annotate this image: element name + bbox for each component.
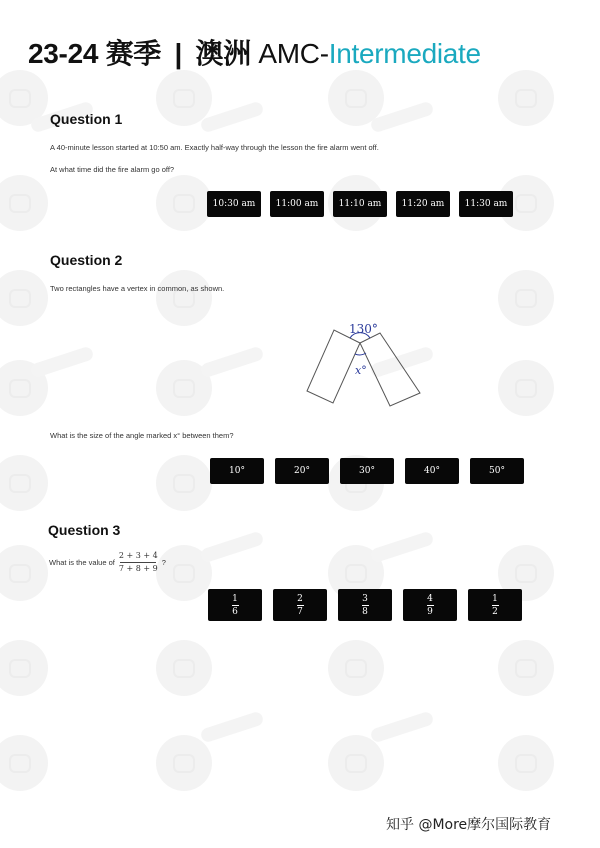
- watermark-logo: [0, 735, 48, 791]
- fraction-numerator: 3: [362, 593, 368, 604]
- watermark-logo: [156, 455, 212, 511]
- watermark-logo: [328, 735, 384, 791]
- expression-denominator: 7 + 8 + 9: [118, 564, 158, 573]
- fraction-denominator: 8: [362, 606, 368, 617]
- answer-option-d[interactable]: 40°: [405, 458, 459, 484]
- watermark-logo: [0, 455, 48, 511]
- watermark-logo: [498, 70, 554, 126]
- expression-fraction: [119, 551, 158, 574]
- answer-option-b[interactable]: 11:00 am: [270, 191, 324, 217]
- page-title: [28, 32, 481, 72]
- fraction: [427, 594, 434, 617]
- watermark-logo: [156, 175, 212, 231]
- watermark-logo: [498, 270, 554, 326]
- watermark-logo: [498, 735, 554, 791]
- fraction-bar: [120, 562, 156, 563]
- answer-option-a[interactable]: 10:30 am: [207, 191, 261, 217]
- answer-option-e[interactable]: [468, 589, 522, 621]
- answer-option-c[interactable]: 30°: [340, 458, 394, 484]
- answer-option-d[interactable]: 11:20 am: [396, 191, 450, 217]
- angle-label-x: x°: [355, 364, 367, 377]
- rectangles-figure: [300, 318, 430, 410]
- fraction-bar: [297, 605, 304, 606]
- season-label: 23-24 赛季: [28, 38, 161, 69]
- watermark-text: [369, 710, 434, 743]
- right-rectangle: [360, 333, 420, 406]
- watermark-logo: [156, 735, 212, 791]
- fraction-numerator: 2: [297, 593, 303, 604]
- question-1-heading: Question 1: [50, 111, 123, 127]
- fraction: [492, 594, 499, 617]
- watermark-logo: [0, 270, 48, 326]
- watermark-logo: [156, 640, 212, 696]
- left-rectangle: [307, 330, 360, 403]
- fraction-bar: [362, 605, 369, 606]
- watermark-text: [369, 530, 434, 563]
- question-3-prefix: What is the value of: [49, 558, 115, 567]
- watermark-logo: [156, 70, 212, 126]
- question-3-suffix: ?: [161, 558, 166, 567]
- watermark-logo: [328, 640, 384, 696]
- question-2-text: Two rectangles have a vertex in common, as shown.: [50, 284, 225, 293]
- question-2-prompt: What is the size of the angle marked x° between them?: [50, 431, 234, 440]
- level-label: Intermediate: [328, 38, 481, 69]
- watermark-text: [199, 530, 264, 563]
- footer-credit: 知乎 @More摩尔国际教育: [386, 817, 552, 833]
- angle-label-top: 130°: [349, 322, 378, 336]
- fraction: [362, 594, 369, 617]
- answer-option-d[interactable]: [403, 589, 457, 621]
- question-1-prompt: At what time did the fire alarm go off?: [50, 165, 175, 174]
- amc-label: AMC-: [258, 38, 329, 69]
- watermark-logo: [498, 360, 554, 416]
- question-1-options: [207, 191, 513, 217]
- fraction-numerator: 4: [427, 593, 433, 604]
- answer-option-c[interactable]: [338, 589, 392, 621]
- answer-option-a[interactable]: 10°: [210, 458, 264, 484]
- fraction-bar: [427, 605, 434, 606]
- watermark-text: [199, 345, 264, 378]
- watermark-logo: [498, 640, 554, 696]
- answer-option-b[interactable]: [273, 589, 327, 621]
- region-label: 澳洲: [195, 38, 251, 69]
- watermark-text: [199, 710, 264, 743]
- watermark-text: [29, 345, 94, 378]
- fraction: [297, 594, 304, 617]
- fraction-bar: [492, 605, 499, 606]
- fraction: [232, 594, 239, 617]
- answer-option-e[interactable]: 50°: [470, 458, 524, 484]
- question-3-options: [208, 589, 522, 621]
- answer-option-a[interactable]: [208, 589, 262, 621]
- answer-option-b[interactable]: 20°: [275, 458, 329, 484]
- fraction-numerator: 1: [492, 593, 498, 604]
- fraction-denominator: 7: [297, 606, 303, 617]
- question-3-heading: Question 3: [48, 522, 121, 538]
- watermark-logo: [0, 175, 48, 231]
- fraction-numerator: 1: [232, 593, 238, 604]
- question-1-text: A 40-minute lesson started at 10:50 am. Exactly half-way through the lesson the fire alarm went off.: [50, 143, 379, 152]
- fraction-denominator: 2: [492, 606, 498, 617]
- question-2-heading: Question 2: [50, 252, 123, 268]
- question-2-options: [210, 458, 524, 484]
- watermark-logo: [0, 640, 48, 696]
- fraction-denominator: 6: [232, 606, 238, 617]
- fraction-bar: [232, 605, 239, 606]
- watermark-logo: [0, 545, 48, 601]
- expression-numerator: 2 + 3 + 4: [118, 551, 158, 560]
- question-3-prompt: [49, 551, 166, 574]
- answer-option-c[interactable]: 11:10 am: [333, 191, 387, 217]
- answer-option-e[interactable]: 11:30 am: [459, 191, 513, 217]
- fraction-denominator: 9: [427, 606, 433, 617]
- watermark-logo: [156, 270, 212, 326]
- title-separator: |: [174, 38, 183, 69]
